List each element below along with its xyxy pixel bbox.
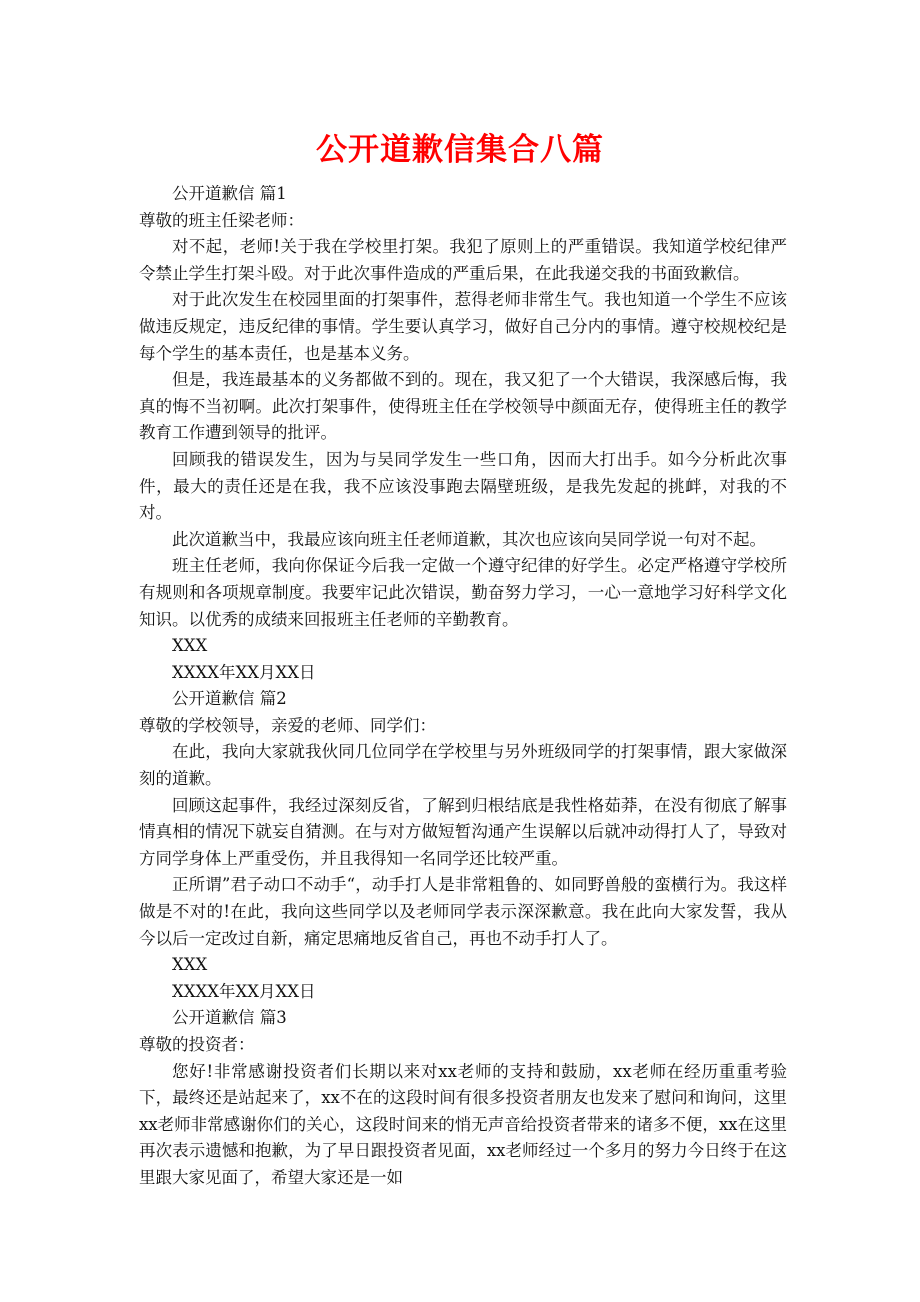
paragraph: 回顾我的错误发生，因为与吴同学发生一些口角，因而大打出手。如今分析此次事件，最大的责任还是在我，我不应该没事跑去隔壁班级，是我先发起的挑衅，对我的不对。	[139, 449, 787, 523]
document-title: 公开道歉信集合八篇	[316, 132, 604, 168]
paragraph: 此次道歉当中，我最应该向班主任老师道歉，其次也应该向吴同学说一句对不起。	[172, 529, 766, 549]
paragraph: 班主任老师，我向你保证今后我一定做一个遵守纪律的好学生。必定严格遵守学校所有规则和各项规章制度。我要牢记此次错误，勤奋努力学习，一心一意地学习好科学文化知识。以优秀的成绩来回报班主任老师的辛勤教育。	[139, 556, 787, 629]
document-body	[139, 181, 787, 1192]
signature: XXX	[172, 636, 208, 656]
section-heading: 公开道歉信 篇3	[172, 1008, 287, 1028]
paragraph: 对于此次发生在校园里面的打架事件，惹得老师非常生气。我也知道一个学生不应该做违反规定，违反纪律的事情。学生要认真学习，做好自己分内的事情。遵守校规校纪是每个学生的基本责任，也是基本义务。	[139, 290, 787, 363]
date: XXXX年XX月XX日	[172, 981, 316, 1001]
paragraph: 正所谓”君子动口不动手“，动手打人是非常粗鲁的、如同野兽般的蛮横行为。我这样做是不对的!在此，我向这些同学以及老师同学表示深深歉意。我在此向大家发誓，我从今以后一定改过自新，痛定思痛地反省自己，再也不动手打人了。	[139, 875, 787, 948]
date: XXXX年XX月XX日	[172, 662, 316, 682]
section-heading: 公开道歉信 篇1	[172, 184, 287, 203]
paragraph: 您好!非常感谢投资者们长期以来对xx老师的支持和鼓励，xx老师在经历重重考验下，最终还是站起来了，xx不在的这段时间有很多投资者朋友也发来了慰问和询问，这里xx老师非常感谢你们的关心，这段时间来的悄无声音给投资者带来的诸多不便，xx在这里再次表示遗憾和抱歉，为了早日跟投资者见面，xx老师经过一个多月的努力今日终于在这里跟大家见面了，希望大家还是一如	[139, 1061, 787, 1187]
paragraph: 对不起，老师!关于我在学校里打架。我犯了原则上的严重错误。我知道学校纪律严令禁止学生打架斗殴。对于此次事件造成的严重后果，在此我递交我的书面致歉信。	[139, 237, 787, 283]
paragraph: 在此，我向大家就我伙同几位同学在学校里与另外班级同学的打架事情，跟大家做深刻的道歉。	[139, 742, 787, 789]
salutation: 尊敬的学校领导，亲爱的老师、同学们：	[139, 715, 436, 735]
paragraph: 回顾这起事件，我经过深刻反省，了解到归根结底是我性格茹莽，在没有彻底了解事情真相的情况下就妄自猜测。在与对方做短暂沟通产生误解以后就冲动得打人了，导致对方同学身体上严重受伤，并且我得知一名同学还比较严重。	[139, 795, 787, 868]
signature: XXX	[172, 955, 208, 975]
paragraph: 但是，我连最基本的义务都做不到的。现在，我又犯了一个大错误，我深感后悔，我真的悔不当初啊。此次打架事件，使得班主任在学校领导中颜面无存，使得班主任的教学教育工作遭到领导的批评。	[139, 370, 787, 443]
salutation: 尊敬的投资者：	[139, 1035, 255, 1054]
salutation: 尊敬的班主任梁老师：	[139, 210, 304, 230]
section-heading: 公开道歉信 篇2	[172, 689, 287, 709]
